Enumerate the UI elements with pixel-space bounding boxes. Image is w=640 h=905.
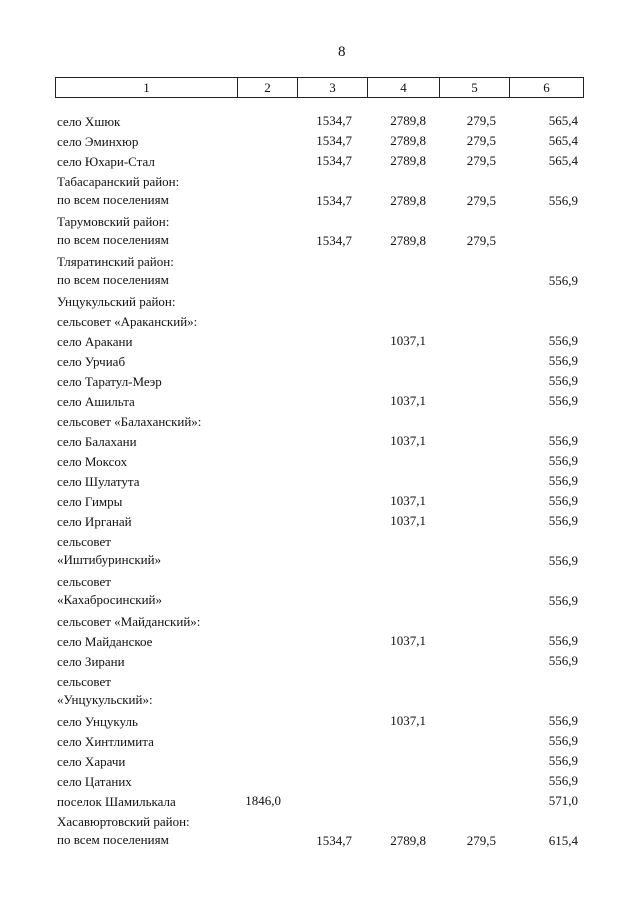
cell-col-6: 556,9 bbox=[548, 733, 578, 748]
row-name: село Унцукуль bbox=[57, 714, 138, 729]
cell-col-6: 565,4 bbox=[548, 113, 578, 128]
cell-col-6: 565,4 bbox=[548, 133, 578, 148]
cell-col-6: 556,9 bbox=[548, 353, 578, 368]
table-row bbox=[0, 711, 640, 731]
table-row bbox=[0, 791, 640, 811]
row-name: село Урчиаб bbox=[57, 354, 126, 369]
row-name-line: «Иштибуринский» bbox=[57, 552, 162, 567]
table-row bbox=[0, 171, 640, 211]
cell-col-4: 2789,8 bbox=[390, 193, 426, 208]
row-name: село Хшюк bbox=[57, 114, 121, 129]
row-name-line: сельсовет bbox=[57, 574, 111, 589]
cell-col-3: 1534,7 bbox=[316, 193, 352, 208]
row-name: село Эминхюр bbox=[57, 134, 139, 149]
column-header-5: 5 bbox=[440, 78, 510, 98]
row-name-line: Тарумовский район: bbox=[57, 214, 170, 229]
row-name: село Гимры bbox=[57, 494, 123, 509]
row-name-line: Табасаранский район: bbox=[57, 174, 180, 189]
cell-col-6: 556,9 bbox=[548, 513, 578, 528]
table-row bbox=[0, 211, 640, 251]
cell-col-3: 1534,7 bbox=[316, 133, 352, 148]
row-name: сельсовет «Майданский»: bbox=[57, 614, 201, 629]
row-name-line: «Кахабросинский» bbox=[57, 592, 162, 607]
cell-col-5: 279,5 bbox=[466, 133, 496, 148]
table-header bbox=[55, 77, 584, 98]
cell-col-6: 556,9 bbox=[548, 553, 578, 568]
cell-col-5: 279,5 bbox=[466, 833, 496, 848]
row-name: село Ирганай bbox=[57, 514, 132, 529]
table-row bbox=[0, 291, 640, 311]
row-name: сельсовет «Араканский»: bbox=[57, 314, 198, 329]
cell-col-6: 556,9 bbox=[548, 193, 578, 208]
cell-col-4: 1037,1 bbox=[390, 493, 426, 508]
row-name bbox=[57, 533, 161, 569]
table-row bbox=[0, 651, 640, 671]
row-name bbox=[57, 253, 174, 289]
cell-col-4: 1037,1 bbox=[390, 433, 426, 448]
cell-col-3: 1534,7 bbox=[316, 153, 352, 168]
row-name: село Цатаних bbox=[57, 774, 132, 789]
row-name: село Юхари-Стал bbox=[57, 154, 155, 169]
table-row bbox=[0, 571, 640, 611]
table-row bbox=[0, 631, 640, 651]
row-name-line: сельсовет bbox=[57, 674, 111, 689]
cell-col-5: 279,5 bbox=[466, 233, 496, 248]
cell-col-5: 279,5 bbox=[466, 113, 496, 128]
cell-col-6: 556,9 bbox=[548, 393, 578, 408]
cell-col-5: 279,5 bbox=[466, 153, 496, 168]
table-row bbox=[0, 491, 640, 511]
cell-col-6: 556,9 bbox=[548, 273, 578, 288]
table-row bbox=[0, 311, 640, 331]
row-name: поселок Шамилькала bbox=[57, 794, 176, 809]
row-name: село Аракани bbox=[57, 334, 133, 349]
cell-col-4: 1037,1 bbox=[390, 393, 426, 408]
column-header-2: 2 bbox=[238, 78, 298, 98]
cell-col-5: 279,5 bbox=[466, 193, 496, 208]
cell-col-6: 556,9 bbox=[548, 773, 578, 788]
cell-col-6: 556,9 bbox=[548, 593, 578, 608]
row-name: Унцукульский район: bbox=[57, 294, 176, 309]
cell-col-4: 2789,8 bbox=[390, 233, 426, 248]
table-row bbox=[0, 111, 640, 131]
cell-col-6: 556,9 bbox=[548, 633, 578, 648]
table-row bbox=[0, 471, 640, 491]
cell-col-4: 1037,1 bbox=[390, 333, 426, 348]
row-name: село Хинтлимита bbox=[57, 734, 154, 749]
table-row bbox=[0, 751, 640, 771]
cell-col-2: 1846,0 bbox=[245, 793, 281, 808]
row-name bbox=[57, 673, 153, 709]
row-name: село Шулатута bbox=[57, 474, 140, 489]
row-name: село Майданское bbox=[57, 634, 153, 649]
header-row bbox=[56, 78, 584, 98]
row-name bbox=[57, 213, 169, 249]
cell-col-4: 1037,1 bbox=[390, 633, 426, 648]
row-name-line: «Унцукульский»: bbox=[57, 692, 153, 707]
cell-col-6: 571,0 bbox=[548, 793, 578, 808]
table-row bbox=[0, 611, 640, 631]
cell-col-6: 556,9 bbox=[548, 373, 578, 388]
column-header-6: 6 bbox=[510, 78, 584, 98]
cell-col-6: 556,9 bbox=[548, 713, 578, 728]
page-number: 8 bbox=[338, 44, 346, 60]
column-header-1: 1 bbox=[56, 78, 238, 98]
row-name-line: по всем поселениям bbox=[57, 832, 169, 847]
table-row bbox=[0, 411, 640, 431]
table-row bbox=[0, 331, 640, 351]
table-row bbox=[0, 811, 640, 851]
row-name: село Балахани bbox=[57, 434, 137, 449]
cell-col-4: 1037,1 bbox=[390, 513, 426, 528]
table-row bbox=[0, 151, 640, 171]
cell-col-3: 1534,7 bbox=[316, 233, 352, 248]
row-name: село Таратул-Меэр bbox=[57, 374, 162, 389]
table-row bbox=[0, 131, 640, 151]
row-name: село Ашильта bbox=[57, 394, 135, 409]
row-name: село Харачи bbox=[57, 754, 126, 769]
table-row bbox=[0, 371, 640, 391]
cell-col-4: 2789,8 bbox=[390, 113, 426, 128]
table-row bbox=[0, 671, 640, 711]
row-name bbox=[57, 573, 162, 609]
row-name: сельсовет «Балаханский»: bbox=[57, 414, 202, 429]
row-name: село Зирани bbox=[57, 654, 125, 669]
cell-col-4: 1037,1 bbox=[390, 713, 426, 728]
column-header-4: 4 bbox=[368, 78, 440, 98]
table-row bbox=[0, 391, 640, 411]
table-body bbox=[0, 111, 640, 851]
cell-col-3: 1534,7 bbox=[316, 113, 352, 128]
cell-col-6: 556,9 bbox=[548, 653, 578, 668]
table-row bbox=[0, 351, 640, 371]
table-row bbox=[0, 531, 640, 571]
cell-col-4: 2789,8 bbox=[390, 153, 426, 168]
cell-col-4: 2789,8 bbox=[390, 133, 426, 148]
column-header-3: 3 bbox=[298, 78, 368, 98]
row-name bbox=[57, 173, 179, 209]
cell-col-6: 565,4 bbox=[548, 153, 578, 168]
table-row bbox=[0, 431, 640, 451]
cell-col-6: 556,9 bbox=[548, 493, 578, 508]
cell-col-6: 556,9 bbox=[548, 473, 578, 488]
table-row bbox=[0, 771, 640, 791]
cell-col-4: 2789,8 bbox=[390, 833, 426, 848]
row-name: село Моксох bbox=[57, 454, 128, 469]
cell-col-3: 1534,7 bbox=[316, 833, 352, 848]
table-row bbox=[0, 511, 640, 531]
row-name-line: Хасавюртовский район: bbox=[57, 814, 190, 829]
cell-col-6: 615,4 bbox=[548, 833, 578, 848]
table-row bbox=[0, 451, 640, 471]
row-name-line: по всем поселениям bbox=[57, 272, 169, 287]
cell-col-6: 556,9 bbox=[548, 453, 578, 468]
row-name-line: Тляратинский район: bbox=[57, 254, 174, 269]
row-name-line: по всем поселениям bbox=[57, 192, 169, 207]
row-name-line: по всем поселениям bbox=[57, 232, 169, 247]
cell-col-6: 556,9 bbox=[548, 333, 578, 348]
row-name-line: сельсовет bbox=[57, 534, 111, 549]
cell-col-6: 556,9 bbox=[548, 433, 578, 448]
table-row bbox=[0, 731, 640, 751]
table-row bbox=[0, 251, 640, 291]
cell-col-6: 556,9 bbox=[548, 753, 578, 768]
row-name bbox=[57, 813, 190, 849]
